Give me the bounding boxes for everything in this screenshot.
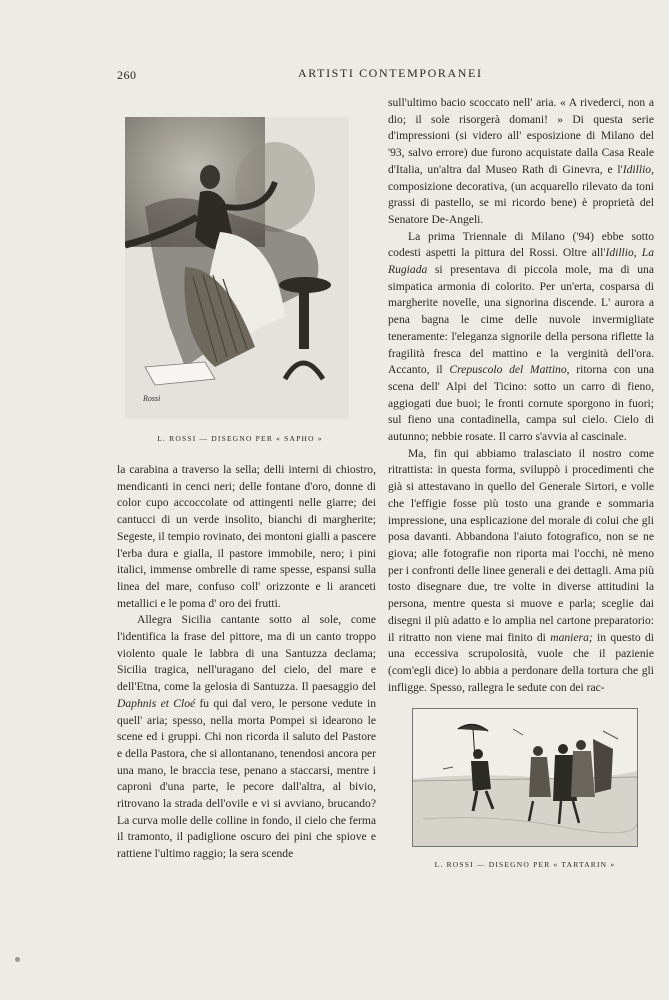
right-text-column	[388, 95, 654, 696]
paragraph: la carabina a traverso la sella; delli interni di chiostro, mendicanti in cenci neri; delle fontane d'oro, donne di color cupo accoccolate od attingenti nelle giarre; dei cantucci di un verde insolito, bianchi di margherite; Segeste, il tempio rovinato, dei montoni gialli a pascere l'erba dura e gialla, il pastore immobile, nero; i pini italici, immense ombrelle di rame spesse, espansi sulla linea del mare, confuso coll' orizzonte e li aranceti metallici e le poma d' oro dei frutti.	[117, 463, 376, 610]
running-title: ARTISTI CONTEMPORANEI	[298, 66, 483, 80]
paragraph: sull'ultimo bacio scoccato nell' aria. « A rivederci, non a dio; il sole risorgerà domani! » Di questa serie d'impressioni (si videro all' esposizione di Milano del '93, salvo errore) due furono acquistate dalla Casa Reale d'Italia, un'altra dal Museo Rath di Ginevra, e l'Idillio, composizione decorativa, (un acquarello rilevato da toni grassi di pastello, se mi ricordo bene) è proprietà del Senatore De-Angeli.	[388, 96, 654, 226]
sapho-illustration	[125, 117, 349, 419]
paragraph: Allegra Sicilia cantante sotto al sole, come l'identifica la frase del pittore, ma di un canto troppo violento quale le labbra di una Santuzza declama; Sicilia tragica, nell'uragano del cielo, del mare e dell'Etna, come la gelosia di Santuzza. Il paesaggio del Daphnis et Cloé fu qui dal vero, le persone vedute in quell' aria; spesso, nella morta Pompei si idearono le scene ed i gruppi. Chi non ricorda il saluto del Pastore e della Pastora, che si allontanano, tenendosi ancora per una mano, le braccia tese, penano a staccarsi, mentre i caproni d'una parte, le pecore dall'altra, al bivio, ritrovano la strada dell'ovile e vi si avviano, brucando? La curva molle delle colline in fondo, il cielo che ferma il tramonto, il padiglione oscuro dei pini che spiove e rattiene l'ultimo raggio; la sera scende	[117, 613, 376, 861]
left-text-column	[117, 462, 376, 863]
figure-caption-tartarin: L. ROSSI — DISEGNO PER « TARTARIN »	[434, 860, 616, 869]
artist-signature: Rossi	[143, 394, 161, 403]
page-spot	[15, 957, 20, 962]
tartarin-illustration	[412, 708, 638, 847]
page-number: 260	[117, 68, 137, 82]
paragraph: La prima Triennale di Milano ('94) ebbe sotto codesti aspetti la pittura del Rossi. Oltre all'Idillio, La Rugiada si presentava di piccola mole, ma di una simpatica armonia di colorito. Per un'erta, cosparsa di margherite novelle, una signorina discende. L' aurora a pena bagna le cime delle nuvole invermigliate teneramente: l'eleganza signorile della persona riflette la fragilità fresca del mattino e la verginità dell'ora. Accanto, il Crepuscolo del Mattino, ritorna con una scena dell' Alpi del Ticino: sotto un carro di fieno, aggiogati due buoi; le fronti cornute sporgono in fuori; sul fieno una contadinella, campa sul cielo. Cielo di autunno; nebbie rosate. Il carro s'avvia al cascinale.	[388, 229, 655, 444]
paragraph: Ma, fin qui abbiamo tralasciato il nostro come ritrattista: in questa forma, sviluppò i procedimenti che già si attestavano in quello del Generale Sirtori, e volle che l'effigie fosse più tosto una grande e sommaria impressione, una esplicazione del morale di colui che gli posa davanti. Abbandona l'aiuto fotografico, non se ne giova; alle fotografie non riporta mai l'occhi, nè meno per i confronti delle linee generali e dei dettagli. Ama più tosto disegnare due, tre volte in diverse attitudini la persona, mentre questa si muove e parla; sceglie dai disegni il più adatto e lo amplia nel cartone preparatorio: il ritratto non viene mai finito di maniera; in questo di una eccessiva scrupolosità, vuole che il pazienie (com'egli dice) lo abbia a perdonare della tortura che gli infligge. Spesso, rallegra le sedute con dei rac-	[388, 446, 654, 694]
figure-caption-sapho: L. ROSSI — DISEGNO PER « SAPHO »	[157, 434, 323, 443]
